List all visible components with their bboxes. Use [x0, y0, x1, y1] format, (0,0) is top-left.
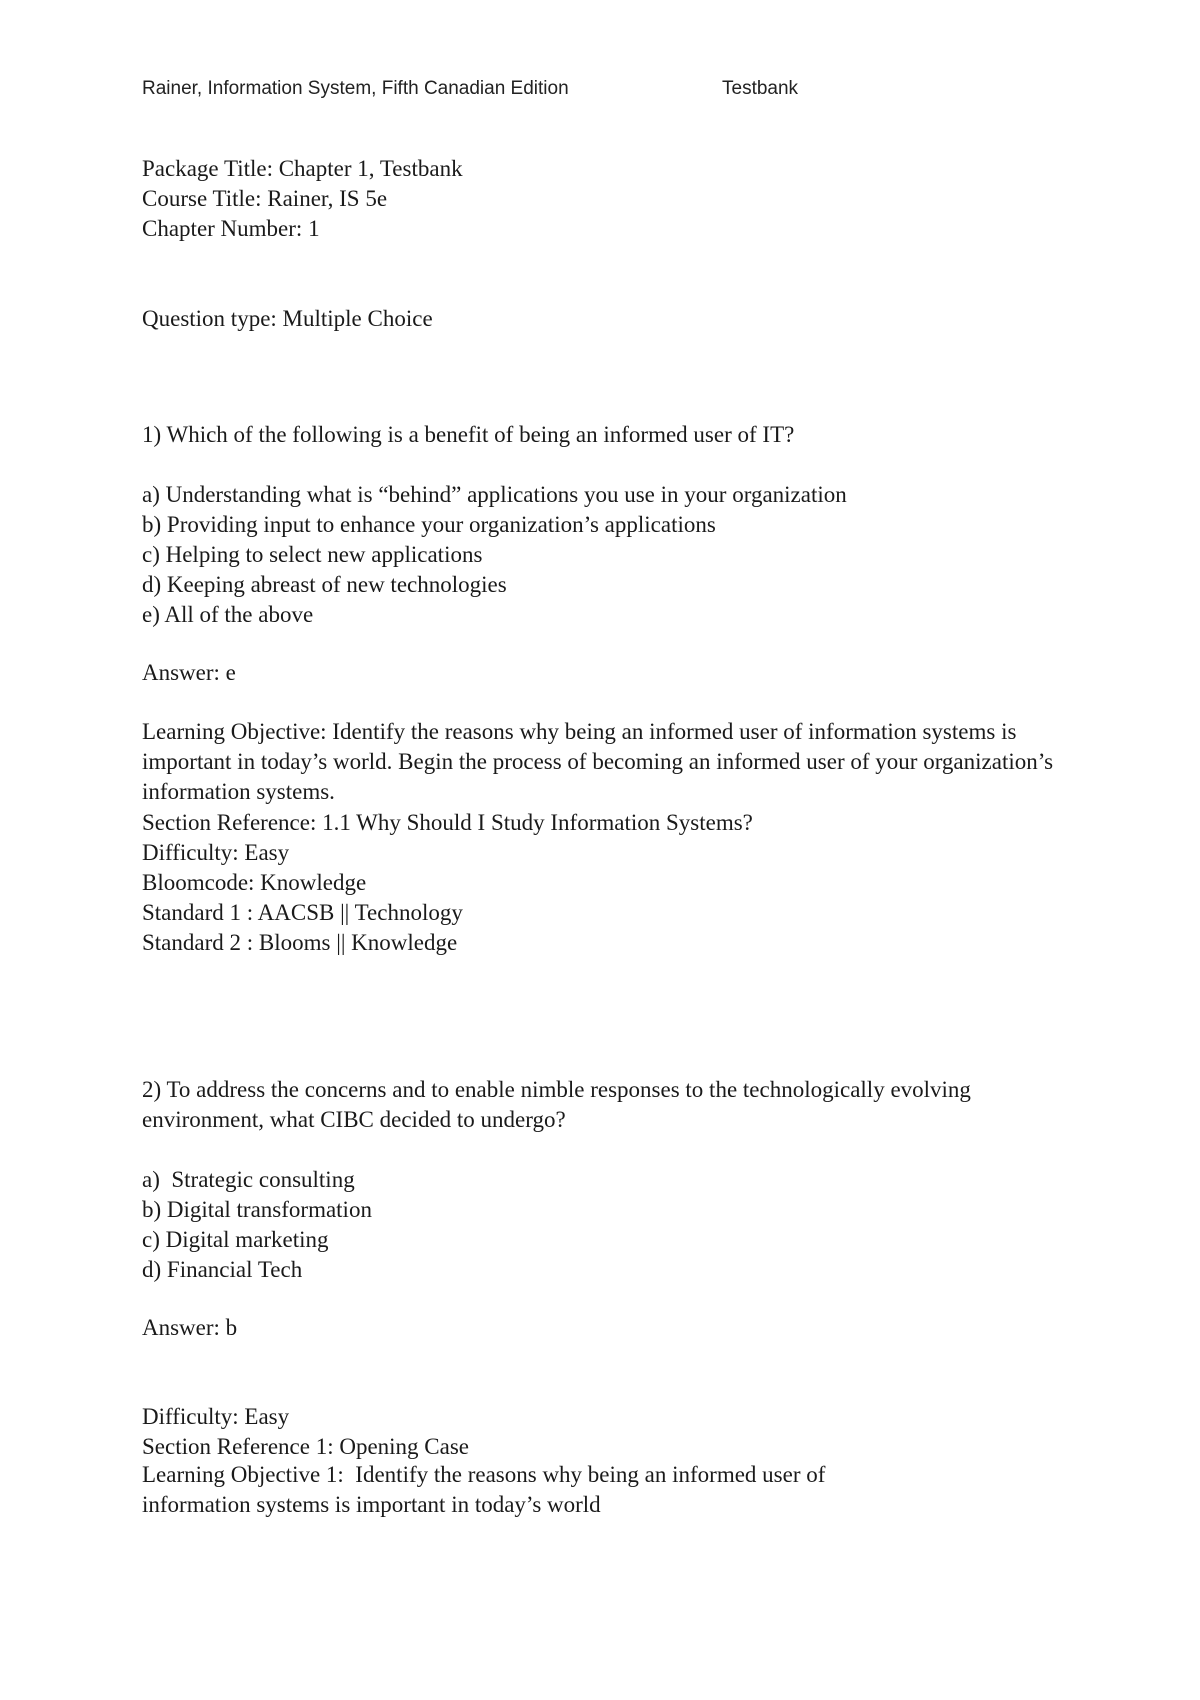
- difficulty: Difficulty: Easy: [142, 840, 290, 865]
- section-reference: Section Reference: 1.1 Why Should I Study Information Systems?: [142, 810, 753, 835]
- question-1-stem: [142, 420, 1062, 450]
- question-1-learning-objective: [142, 717, 1062, 807]
- option-a: a) Understanding what is “behind” applications you use in your organization: [142, 482, 847, 507]
- question-2-answer: [142, 1313, 1062, 1343]
- course-title: Course Title: Rainer, IS 5e: [142, 186, 388, 211]
- question-1-answer: [142, 658, 1062, 688]
- question-type: [142, 304, 1062, 334]
- section-reference: Section Reference 1: Opening Case: [142, 1434, 469, 1459]
- chapter-number: Chapter Number: 1: [142, 216, 320, 241]
- answer-text: Answer: b: [142, 1315, 238, 1340]
- question-1-tags: [142, 808, 1062, 958]
- question-2-options: [142, 1165, 1062, 1285]
- standard-2: Standard 2 : Blooms || Knowledge: [142, 930, 458, 955]
- bloomcode: Bloomcode: Knowledge: [142, 870, 367, 895]
- option-e: e) All of the above: [142, 602, 314, 627]
- question-stem: 1) Which of the following is a benefit of being an informed user of IT?: [142, 422, 795, 447]
- option-d: d) Keeping abreast of new technologies: [142, 572, 507, 597]
- package-title: Package Title: Chapter 1, Testbank: [142, 156, 463, 181]
- difficulty: Difficulty: Easy: [142, 1404, 290, 1429]
- learning-objective-text: Learning Objective 1: Identify the reasons why being an informed user of information systems is important in today’s world: [142, 1462, 832, 1517]
- standard-1: Standard 1 : AACSB || Technology: [142, 900, 463, 925]
- option-a: a) Strategic consulting: [142, 1167, 355, 1192]
- option-b: b) Digital transformation: [142, 1197, 372, 1222]
- question-2-tags: [142, 1402, 1062, 1462]
- option-c: c) Helping to select new applications: [142, 542, 483, 567]
- question-type-label: Question type: Multiple Choice: [142, 306, 433, 331]
- package-meta: [142, 154, 1062, 244]
- header-testbank-label: Testbank: [722, 78, 799, 99]
- learning-objective-text: Learning Objective: Identify the reasons why being an informed user of information systems is important in today’s world. Begin the process of becoming an informed user of your organization’s information systems.: [142, 719, 1054, 804]
- question-stem: 2) To address the concerns and to enable nimble responses to the technologically evolving environment, what CIBC decided to undergo?: [142, 1077, 971, 1132]
- question-2-learning-objective: [142, 1460, 902, 1520]
- answer-text: Answer: e: [142, 660, 236, 685]
- option-b: b) Providing input to enhance your organization’s applications: [142, 512, 716, 537]
- option-d: d) Financial Tech: [142, 1257, 303, 1282]
- header-book-title: Rainer, Information System, Fifth Canadian Edition: [142, 78, 569, 99]
- question-2-stem: [142, 1075, 1062, 1135]
- question-1-options: [142, 480, 1062, 630]
- option-c: c) Digital marketing: [142, 1227, 329, 1252]
